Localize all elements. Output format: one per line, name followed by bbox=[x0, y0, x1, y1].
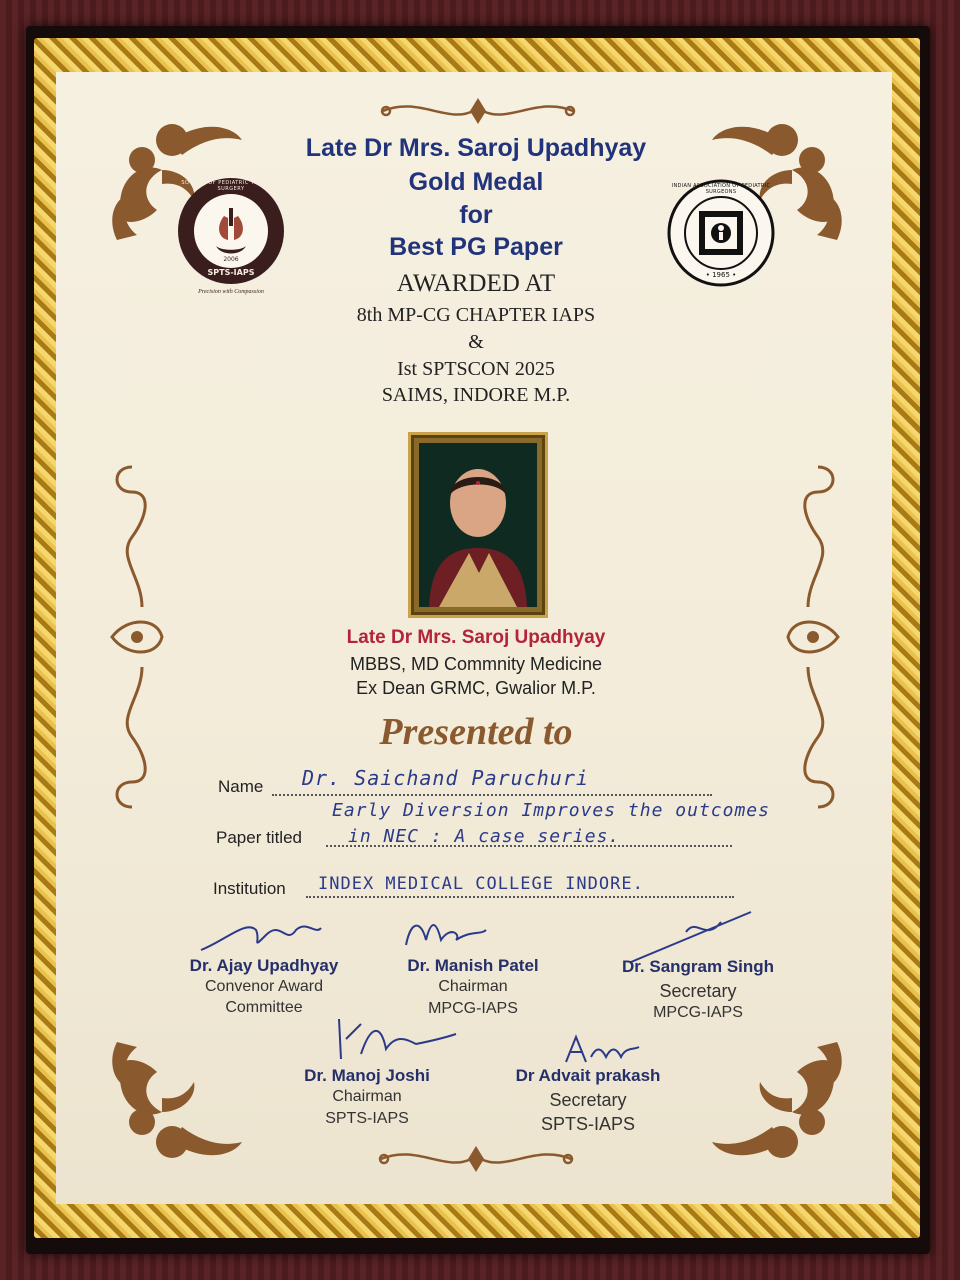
awarded-at: AWARDED AT bbox=[396, 270, 556, 297]
iaps-logo-ring-text: INDIAN ASSOCIATION OF PEDIATRIC SURGEONS bbox=[671, 183, 771, 195]
signatory-2-role-1: Chairman bbox=[438, 978, 508, 995]
signatory-1-role-2: Committee bbox=[225, 999, 303, 1016]
heading-line-2: Gold Medal bbox=[408, 168, 544, 196]
event-line-1: 8th MP-CG CHAPTER IAPS bbox=[356, 304, 596, 326]
signature-ajay-icon bbox=[196, 910, 326, 960]
institution-value: INDEX MEDICAL COLLEGE INDORE. bbox=[318, 874, 644, 894]
signatory-4-role-2: SPTS-IAPS bbox=[325, 1110, 409, 1127]
heading-line-3: for bbox=[459, 201, 493, 229]
signatory-3-role-2: MPCG-IAPS bbox=[653, 1004, 743, 1021]
name-value: Dr. Saichand Paruchuri bbox=[302, 766, 589, 790]
signatory-1-name: Dr. Ajay Upadhyay bbox=[189, 956, 339, 975]
side-scroll-right-icon bbox=[778, 457, 848, 817]
spts-logo-ring-text: SOCIETY OF PEDIATRIC THORACIC SURGERY bbox=[181, 180, 281, 192]
heading-line-4: Best PG Paper bbox=[389, 233, 563, 261]
signatory-2-name: Dr. Manish Patel bbox=[407, 956, 539, 975]
side-scroll-left-icon bbox=[102, 457, 172, 817]
event-line-4: SAIMS, INDORE M.P. bbox=[381, 384, 571, 406]
honoree-portrait bbox=[408, 432, 548, 618]
certificate-paper bbox=[56, 72, 892, 1204]
signatory-3-role-1: Secretary bbox=[659, 981, 737, 1001]
signatory-4-name: Dr. Manoj Joshi bbox=[304, 1066, 430, 1085]
portrait-figure-icon bbox=[419, 443, 537, 607]
signature-manish-icon bbox=[401, 910, 491, 955]
signatory-5-name: Dr Advait prakash bbox=[515, 1066, 661, 1085]
signatory-4-role-1: Chairman bbox=[332, 1088, 402, 1105]
corner-ornament-bottom-right-icon bbox=[702, 1032, 852, 1182]
paper-label: Paper titled bbox=[216, 828, 302, 847]
corner-ornament-bottom-left-icon bbox=[102, 1032, 252, 1182]
presented-to-heading: Presented to bbox=[379, 711, 573, 753]
iaps-logo-year: • 1965 • bbox=[705, 271, 737, 279]
name-dotted-line bbox=[272, 794, 712, 796]
paper-value-line-1: Early Diversion Improves the outcomes bbox=[332, 800, 770, 821]
honoree-name: Late Dr Mrs. Saroj Upadhyay bbox=[346, 627, 606, 648]
institution-label: Institution bbox=[213, 879, 286, 898]
top-flourish-icon bbox=[378, 94, 578, 128]
spts-logo-abbr: SPTS-IAPS bbox=[207, 268, 255, 277]
spts-logo-year: 2006 bbox=[223, 256, 239, 263]
institution-dotted-line bbox=[306, 896, 734, 898]
signatory-5-role-2: SPTS-IAPS bbox=[540, 1114, 636, 1134]
signatory-2-role-2: MPCG-IAPS bbox=[428, 1000, 518, 1017]
honoree-qualification: MBBS, MD Commnity Medicine bbox=[349, 654, 603, 674]
spts-logo-motto: Precision with Compassion bbox=[198, 289, 264, 295]
honoree-position: Ex Dean GRMC, Gwalior M.P. bbox=[356, 678, 596, 698]
heading-line-1: Late Dr Mrs. Saroj Upadhyay bbox=[305, 134, 647, 162]
signatory-5-role-1: Secretary bbox=[549, 1090, 627, 1110]
bottom-flourish-icon bbox=[376, 1142, 576, 1176]
event-line-3: Ist SPTSCON 2025 bbox=[397, 358, 555, 380]
paper-value-line-2: in NEC : A case series. bbox=[348, 826, 621, 847]
signature-manoj-icon bbox=[331, 1014, 461, 1064]
signatory-3-name: Dr. Sangram Singh bbox=[621, 957, 775, 976]
signature-advait-icon bbox=[561, 1032, 641, 1067]
event-line-2: & bbox=[468, 331, 484, 353]
signatory-1-role-1: Convenor Award bbox=[205, 978, 323, 995]
name-label: Name bbox=[218, 777, 264, 796]
